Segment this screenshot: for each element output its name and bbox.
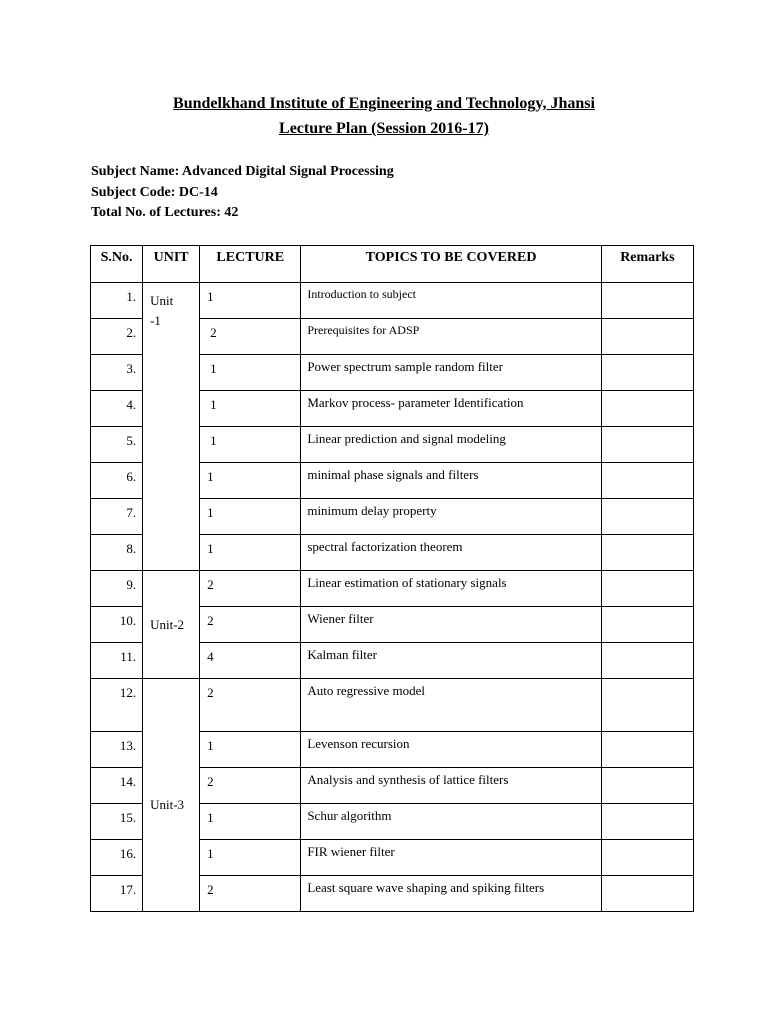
topic-cell: spectral factorization theorem [301,535,601,571]
lecture-cell: 2 [200,768,301,804]
lecture-cell: 1 [200,355,301,391]
sno-cell: 3. [91,355,143,391]
lecture-cell: 1 [200,499,301,535]
remarks-cell [601,283,693,319]
sno-cell: 17. [91,876,143,912]
topic-cell: Power spectrum sample random filter [301,355,601,391]
lecture-cell: 1 [200,840,301,876]
institute-title: Bundelkhand Institute of Engineering and Technology, Jhansi [173,95,595,112]
header-unit: UNIT [143,246,200,283]
topic-cell: Schur algorithm [301,804,601,840]
sno-cell: 4. [91,391,143,427]
lecture-cell: 1 [200,732,301,768]
remarks-cell [601,768,693,804]
sno-cell: 15. [91,804,143,840]
sno-cell: 6. [91,463,143,499]
subject-name: Subject Name: Advanced Digital Signal Processing [91,164,394,179]
lecture-cell: 2 [200,876,301,912]
topic-cell: Prerequisites for ADSP [301,319,601,355]
sno-cell: 9. [91,571,143,607]
lecture-cell: 2 [200,571,301,607]
lecture-cell: 2 [200,679,301,732]
total-lectures: Total No. of Lectures: 42 [91,205,239,220]
sno-cell: 1. [91,283,143,319]
topic-cell: Least square wave shaping and spiking filters [301,876,601,912]
table-row [91,283,694,319]
remarks-cell [601,355,693,391]
sno-cell: 5. [91,427,143,463]
lecture-cell: 4 [200,643,301,679]
table-row [91,679,694,732]
remarks-cell [601,643,693,679]
header-remarks: Remarks [601,246,693,283]
remarks-cell [601,571,693,607]
remarks-cell [601,463,693,499]
lecture-cell: 1 [200,283,301,319]
header-sno: S.No. [91,246,143,283]
lecture-cell: 2 [200,319,301,355]
topic-cell: Markov process- parameter Identification [301,391,601,427]
subject-code: Subject Code: DC-14 [91,185,218,200]
topic-cell: Linear estimation of stationary signals [301,571,601,607]
sno-cell: 12. [91,679,143,732]
remarks-cell [601,499,693,535]
topic-cell: Kalman filter [301,643,601,679]
topic-cell: Wiener filter [301,607,601,643]
topic-cell: Auto regressive model [301,679,601,732]
topic-cell: Levenson recursion [301,732,601,768]
unit-cell-1: Unit -1 [143,283,200,571]
header-row [91,246,694,283]
lecture-cell: 2 [200,607,301,643]
remarks-cell [601,840,693,876]
topic-cell: minimal phase signals and filters [301,463,601,499]
sno-cell: 10. [91,607,143,643]
sno-cell: 14. [91,768,143,804]
sno-cell: 7. [91,499,143,535]
sno-cell: 16. [91,840,143,876]
remarks-cell [601,319,693,355]
remarks-cell [601,804,693,840]
remarks-cell [601,876,693,912]
sno-cell: 11. [91,643,143,679]
header-topics: TOPICS TO BE COVERED [301,246,601,283]
lecture-cell: 1 [200,427,301,463]
topic-cell: Linear prediction and signal modeling [301,427,601,463]
lecture-cell: 1 [200,804,301,840]
unit-cell-3: Unit-3 [143,679,200,912]
lecture-cell: 1 [200,391,301,427]
lecture-plan-table [90,245,694,912]
remarks-cell [601,391,693,427]
lecture-cell: 1 [200,535,301,571]
remarks-cell [601,732,693,768]
remarks-cell [601,535,693,571]
sno-cell: 8. [91,535,143,571]
remarks-cell [601,427,693,463]
topic-cell: minimum delay property [301,499,601,535]
topic-cell: FIR wiener filter [301,840,601,876]
remarks-cell [601,679,693,732]
lecture-plan-title: Lecture Plan (Session 2016-17) [279,120,489,137]
topic-cell: Analysis and synthesis of lattice filters [301,768,601,804]
sno-cell: 2. [91,319,143,355]
remarks-cell [601,607,693,643]
table-row [91,571,694,607]
header-lecture: LECTURE [200,246,301,283]
lecture-cell: 1 [200,463,301,499]
sno-cell: 13. [91,732,143,768]
topic-cell: Introduction to subject [301,283,601,319]
unit-cell-2: Unit-2 [143,571,200,679]
